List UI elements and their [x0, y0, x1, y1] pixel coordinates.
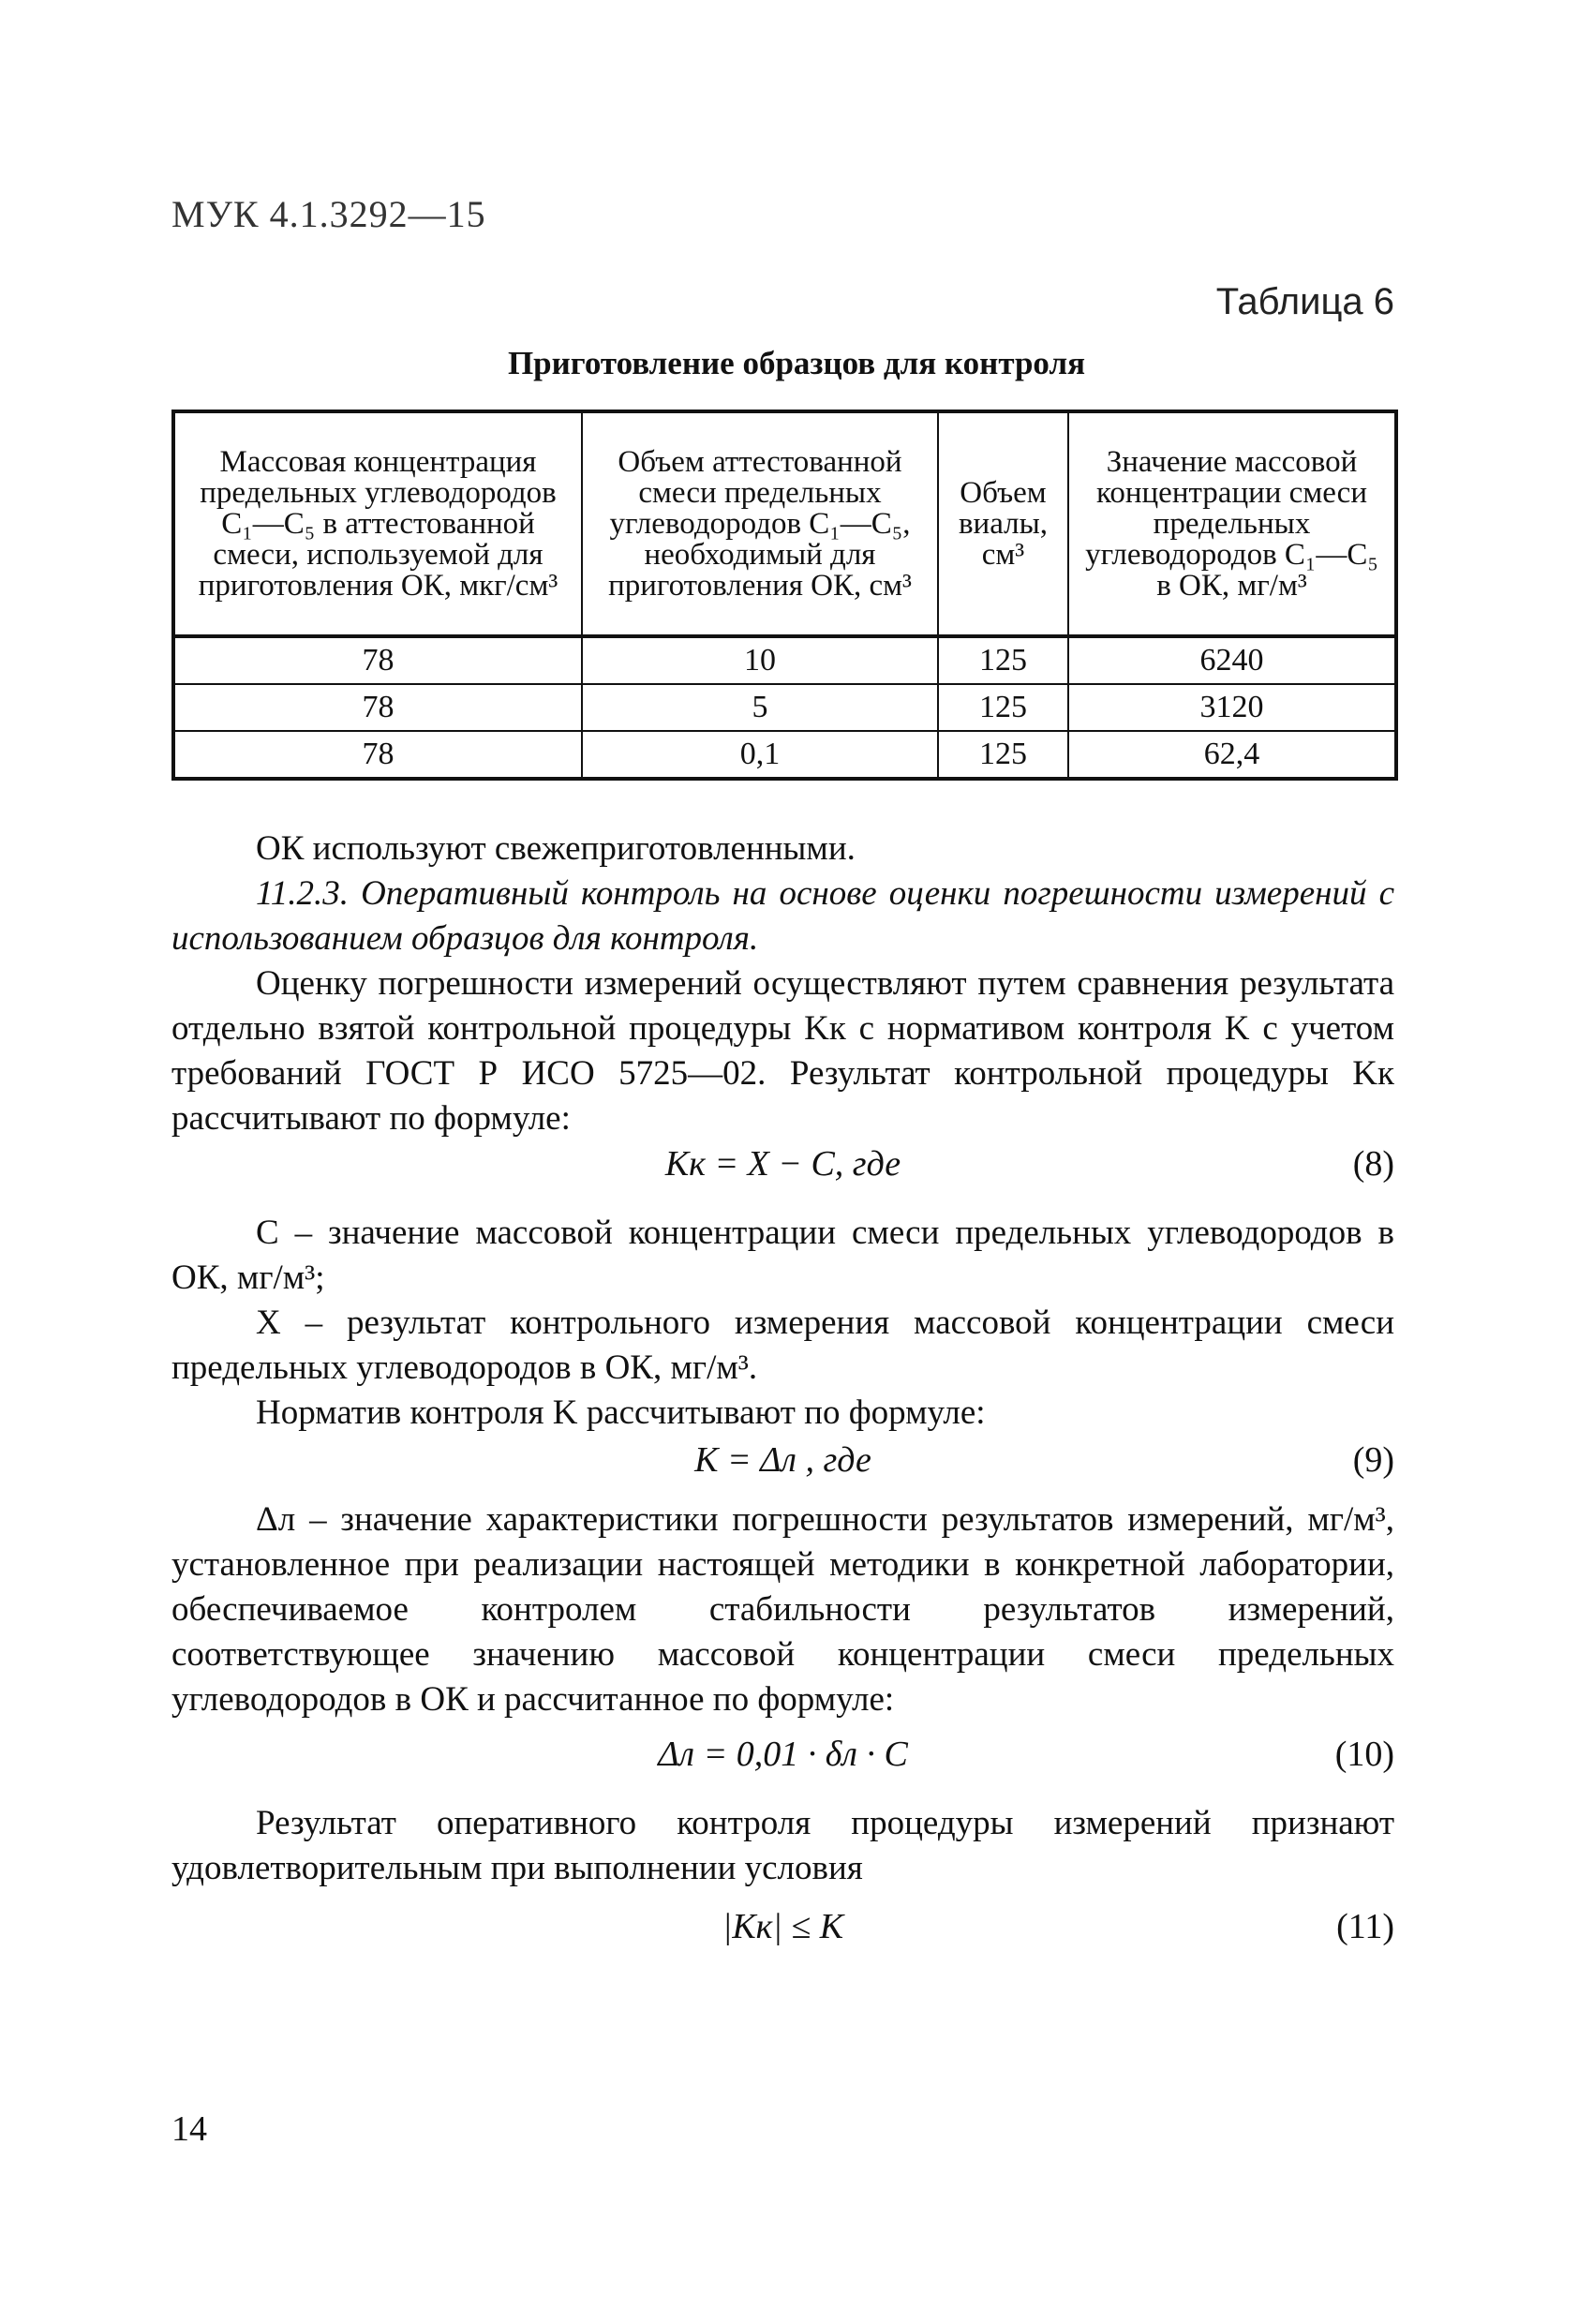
table-title: Приготовление образцов для контроля: [507, 345, 1086, 381]
formula-8: [171, 1141, 1394, 1186]
formula-9-expression: K = Δл , где: [694, 1440, 871, 1480]
table-cell: 0,1: [582, 731, 938, 779]
table-cell: 78: [173, 636, 582, 684]
table-row: [173, 731, 1396, 779]
formula-9: [171, 1438, 1394, 1482]
column-header: Объем аттестованной смеси предельных углеводородов C₁—C₅, необходимый для приготовления ОК, см³: [582, 411, 938, 636]
table-container: [171, 410, 1394, 781]
definition-delta: Δл – значение характеристики погрешности результатов измерений, мг/м³, установленное при реализации настоящей методики в конкретной лаборатории, обеспечиваемое контролем стабильности результатов измерений, соответствующее значению массовой концентрации смеси предельных углеводородов в ОК и рассчитанное по формуле:: [171, 1500, 1394, 1719]
table-row: [173, 636, 1396, 684]
formula-9-number: (9): [1352, 1440, 1394, 1480]
formula-10-expression: Δл = 0,01 · δл · C: [658, 1735, 908, 1774]
formula-11-number: (11): [1336, 1907, 1394, 1946]
table-label: Таблица 6: [1215, 281, 1394, 322]
formula-11: [171, 1904, 1394, 1949]
sample-preparation-table: [171, 410, 1398, 781]
formula-8-expression: Kк = X − C, где: [664, 1144, 901, 1184]
column-header: Массовая концентрация предельных углеводородов C₁—C₅ в аттестованной смеси, используемой для приготовления ОК, мкг/см³: [173, 411, 582, 636]
table-cell: 5: [582, 684, 938, 731]
column-header: Значение массовой концентрации смеси предельных углеводородов C₁—C₅ в ОК, мг/м³: [1068, 411, 1396, 636]
paragraph-result-condition: Результат оперативного контроля процедуры измерений признают удовлетворительным при выполнении условия: [171, 1804, 1394, 1887]
table-cell: 10: [582, 636, 938, 684]
table-cell: 125: [938, 731, 1068, 779]
definition-c: C – значение массовой концентрации смеси предельных углеводородов в ОК, мг/м³;: [171, 1214, 1394, 1297]
table-cell: 62,4: [1068, 731, 1396, 779]
formula-10-number: (10): [1334, 1735, 1394, 1774]
table-cell: 6240: [1068, 636, 1396, 684]
table-cell: 78: [173, 684, 582, 731]
definition-x: X – результат контрольного измерения массовой концентрации смеси предельных углеводородов в ОК, мг/м³.: [171, 1304, 1394, 1387]
paragraph-control-standard: Норматив контроля K рассчитывают по формуле:: [256, 1393, 986, 1432]
table-cell: 125: [938, 636, 1068, 684]
table-cell: 3120: [1068, 684, 1396, 731]
table-cell: 78: [173, 731, 582, 779]
table-cell: 125: [938, 684, 1068, 731]
page-number: 14: [171, 2109, 207, 2149]
paragraph-ok-fresh: ОК используют свежеприготовленными.: [256, 829, 856, 868]
document-code: МУК 4.1.3292—15: [171, 193, 486, 235]
column-header: Объем виалы, см³: [938, 411, 1068, 636]
paragraph-error-assessment: Оценку погрешности измерений осуществляют путем сравнения результата отдельно взятой контрольной процедуры Kк с нормативом контроля K с учетом требований ГОСТ Р ИСО 5725—02. Результат контрольной процедуры Kк рассчитывают по формуле:: [171, 964, 1394, 1138]
table-row: [173, 684, 1396, 731]
formula-11-expression: |Kк| ≤ K: [722, 1907, 844, 1946]
formula-10: [171, 1732, 1394, 1777]
section-heading-11-2-3: 11.2.3. Оперативный контроль на основе оценки погрешности измерений с использованием образцов для контроля.: [171, 874, 1394, 958]
formula-8-number: (8): [1352, 1144, 1394, 1184]
